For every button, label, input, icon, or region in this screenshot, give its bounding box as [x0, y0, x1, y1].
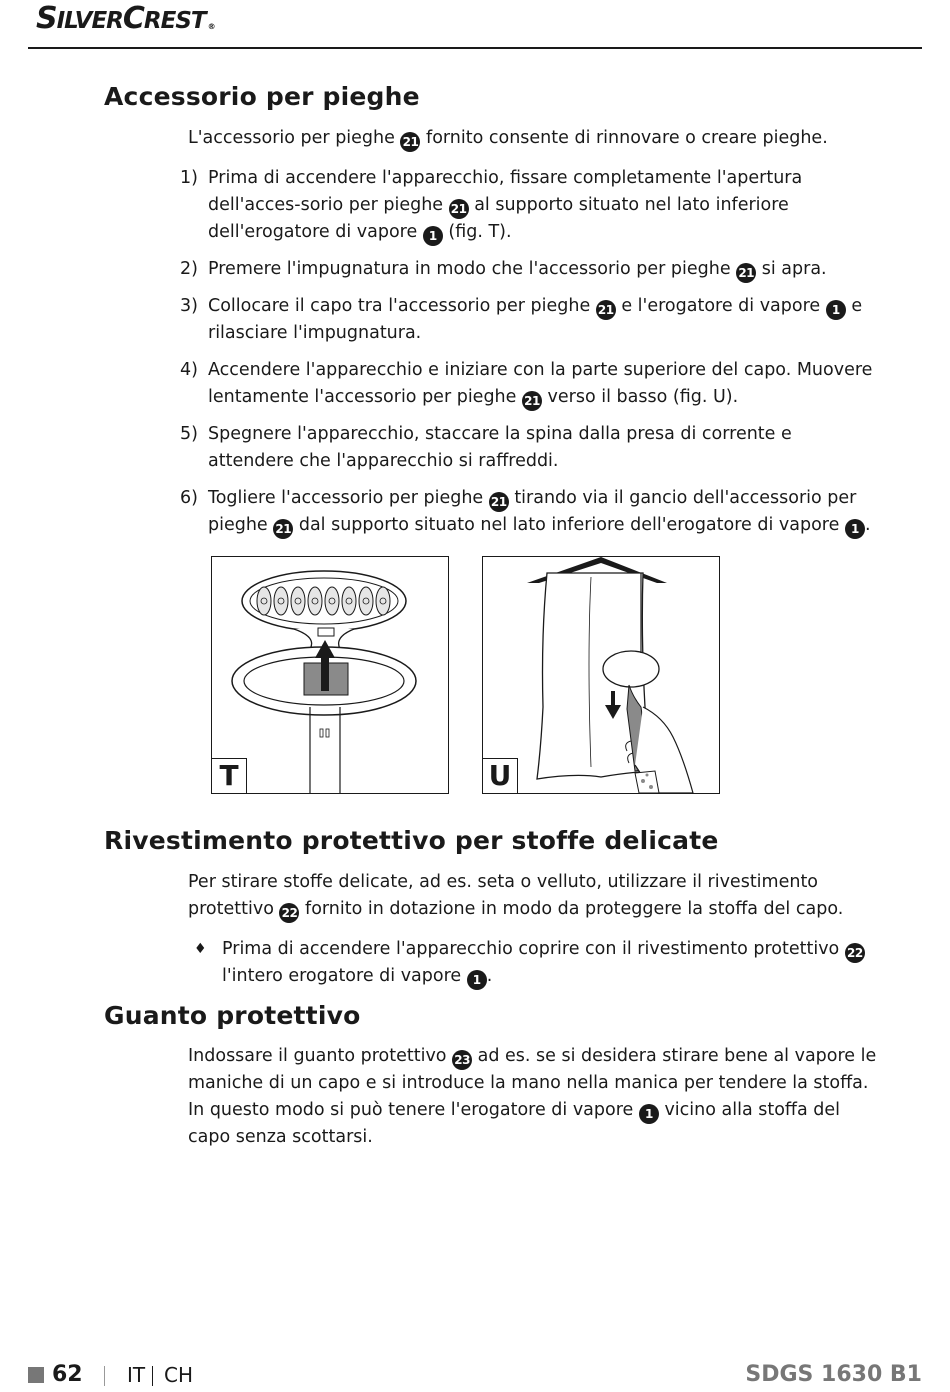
- rivestimento-paragraph: Per stirare stoffe delicate, ad es. seta o velluto, utilizzare il rivestimento protettivo 22 fornito in dotazione in modo da proteggere la stoffa del capo.: [188, 869, 888, 923]
- brand-logo: SILVERCREST ®: [36, 1, 215, 36]
- step-item: 5) Spegnere l'apparecchio, staccare la spina dalla presa di corrente e attendere che l'apparecchio si raffreddi.: [180, 424, 792, 471]
- ref-badge: 21: [736, 263, 756, 283]
- ref-badge: 21: [400, 132, 420, 152]
- figure-u-illustration: [483, 557, 719, 793]
- diamond-bullet-icon: ♦: [194, 941, 207, 957]
- step-item: 4) Accendere l'apparecchio e iniziare con la parte superiore del capo. Muovere lentamente l'accessorio per pieghe 21 verso il basso (fig. U).: [180, 357, 880, 411]
- heading-rivestimento-protettivo: Rivestimento protettivo per stoffe delicate: [104, 826, 719, 855]
- ref-badge: 21: [273, 519, 293, 539]
- footer-square-icon: [28, 1367, 44, 1383]
- heading-guanto-protettivo: Guanto protettivo: [104, 1001, 361, 1030]
- step-item: 2) Premere l'impugnatura in modo che l'accessorio per pieghe 21 si apra.: [180, 256, 880, 283]
- step-item: 3) Collocare il capo tra l'accessorio per pieghe 21 e l'erogatore di vapore 1 e rilasciare l'impugnatura.: [180, 296, 863, 343]
- ref-badge: 1: [467, 970, 487, 990]
- footer-divider: [152, 1366, 153, 1386]
- intro-paragraph: L'accessorio per pieghe 21 fornito consente di rinnovare o creare pieghe.: [188, 125, 888, 152]
- steps-list: [180, 165, 880, 549]
- ref-badge: 1: [826, 300, 846, 320]
- figure-t: [211, 556, 449, 794]
- header-rule: [28, 47, 922, 49]
- ref-badge: 21: [489, 492, 509, 512]
- language-code: IT: [127, 1363, 146, 1387]
- ref-badge: 21: [522, 391, 542, 411]
- ref-badge: 23: [452, 1050, 472, 1070]
- figure-u: [482, 556, 720, 794]
- step-item: 6) Togliere l'accessorio per pieghe 21 tirando via il gancio dell'accessorio per pieghe 21 dal supporto situato nel lato inferiore dell'erogatore di vapore 1 .: [180, 485, 880, 539]
- ref-badge: 21: [449, 199, 469, 219]
- footer-divider: [104, 1366, 105, 1386]
- ref-badge: 21: [596, 300, 616, 320]
- model-number: SDGS 1630 B1: [745, 1362, 922, 1387]
- figure-letter: T: [212, 758, 247, 793]
- ref-badge: 1: [639, 1104, 659, 1124]
- page-number: 62: [52, 1362, 83, 1387]
- ref-badge: 1: [845, 519, 865, 539]
- country-code: CH: [164, 1363, 194, 1387]
- ref-badge: 22: [845, 943, 865, 963]
- figure-letter: U: [483, 758, 518, 793]
- bullet-item: ♦ Prima di accendere l'apparecchio coprire con il rivestimento protettivo 22 l'intero erogatore di vapore 1 .: [190, 936, 880, 990]
- guanto-paragraph: Indossare il guanto protettivo 23 ad es. se si desidera stirare bene al vapore le maniche di un capo e si introduce la mano nella manica per tendere la stoffa. In questo modo si può tenere l'erogatore di vapore 1 vicino alla stoffa del capo senza scottarsi.: [188, 1046, 877, 1147]
- ref-badge: 22: [279, 903, 299, 923]
- page-footer: [28, 1360, 922, 1392]
- heading-accessorio-per-pieghe: Accessorio per pieghe: [104, 82, 420, 111]
- ref-badge: 1: [423, 226, 443, 246]
- figure-t-illustration: [212, 557, 448, 793]
- step-item: 1) Prima di accendere l'apparecchio, fissare completamente l'apertura dell'acces-sorio per pieghe 21 al supporto situato nel lato inferiore dell'erogatore di vapore 1 (fig. T).: [180, 165, 880, 246]
